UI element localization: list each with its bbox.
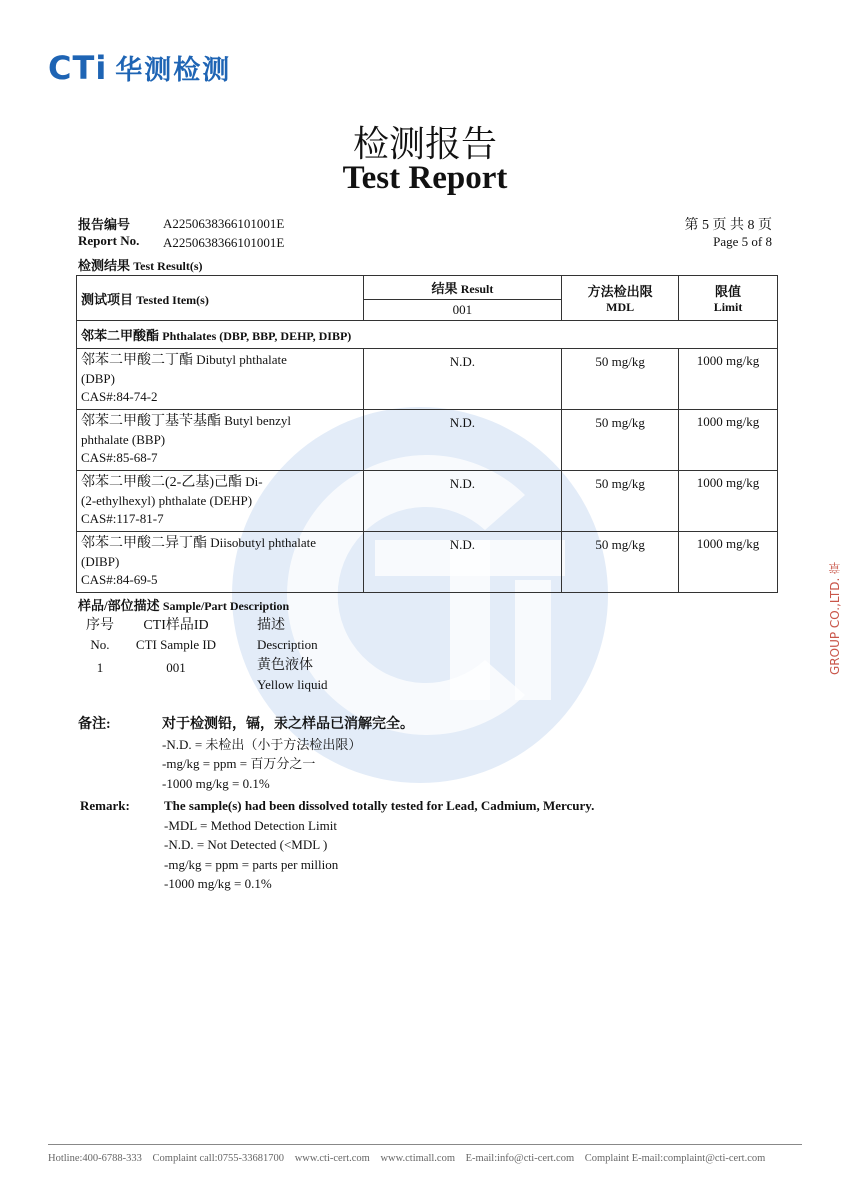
col-header-item-en: Tested Item(s)	[136, 292, 209, 307]
tested-item-cas: CAS#:84-74-2	[81, 389, 158, 404]
tested-item-en: Di-	[245, 474, 263, 489]
tested-item-cas: CAS#:84-69-5	[81, 572, 158, 587]
company-stamp-fragment: GROUP CO.,LTD. 章	[828, 561, 842, 675]
result-cell: N.D.	[363, 471, 562, 532]
page-title-en: Test Report	[342, 160, 508, 196]
table-group-row	[77, 321, 778, 349]
remark-label-cn: 备注:	[78, 717, 111, 732]
sample-heading	[78, 595, 289, 614]
report-no-value-1: A2250638366101001E	[163, 216, 285, 231]
col-header-result-cn: 结果	[431, 281, 458, 296]
col-header-item-cn: 测试项目	[81, 291, 134, 307]
footer-complaint-email-link[interactable]: Complaint E-mail:complaint@cti-cert.com	[584, 1153, 766, 1164]
report-no-value-2: A2250638366101001E	[163, 235, 285, 250]
remark-label-en: Remark:	[80, 798, 130, 813]
tested-item-cell	[77, 410, 364, 471]
footer-divider	[48, 1144, 802, 1145]
tested-item-cell	[77, 349, 364, 410]
remark-en-line: -N.D. = Not Detected (<MDL )	[164, 837, 328, 852]
results-table	[76, 275, 778, 593]
tested-item-cas: CAS#:85-68-7	[81, 450, 158, 465]
tested-item-cell	[77, 532, 364, 593]
test-result-heading-en: Test Result(s)	[133, 259, 203, 273]
sample-col-no-en: No.	[90, 637, 110, 652]
tested-item-en-cont: (2-ethylhexyl) phthalate (DEHP)	[81, 493, 253, 508]
sample-row-desc-en: Yellow liquid	[257, 677, 328, 692]
sample-col-id	[130, 616, 222, 677]
footer-website-link[interactable]: www.ctimall.com	[380, 1153, 455, 1164]
sample-col-no	[86, 616, 114, 677]
footer-email-link[interactable]: E-mail:info@cti-cert.com	[465, 1153, 575, 1164]
tested-item-cn: 邻苯二甲酸二(2-乙基)己酯	[81, 475, 242, 490]
test-result-heading	[78, 255, 203, 274]
limit-cell: 1000 mg/kg	[679, 410, 778, 471]
sample-col-no-cn: 序号	[86, 618, 114, 633]
mdl-cell: 50 mg/kg	[562, 410, 679, 471]
col-header-mdl-cn: 方法检出限	[587, 284, 653, 299]
footer-complaint-call: Complaint call:0755-33681700	[152, 1153, 285, 1164]
tested-item-en-cont: (DBP)	[81, 371, 115, 386]
remark-en-line: The sample(s) had been dissolved totally tested for Lead, Cadmium, Mercury.	[164, 798, 595, 813]
tested-item-en: Butyl benzyl	[224, 413, 292, 428]
limit-cell: 1000 mg/kg	[679, 471, 778, 532]
col-header-limit	[679, 276, 778, 321]
col-header-mdl	[562, 276, 679, 321]
limit-cell: 1000 mg/kg	[679, 349, 778, 410]
table-row	[77, 532, 778, 593]
tested-item-cell	[77, 471, 364, 532]
sample-heading-cn: 样品/部位描述	[78, 598, 160, 613]
footer-hotline: Hotline:400-6788-333	[48, 1153, 142, 1164]
sample-col-id-en: CTI Sample ID	[135, 637, 217, 652]
group-heading-en: Phthalates (DBP, BBP, DEHP, DIBP)	[162, 329, 352, 343]
result-cell: N.D.	[363, 410, 562, 471]
sample-col-desc	[257, 616, 328, 694]
report-no-label-cn: 报告编号	[78, 217, 131, 232]
remark-en-line: -mg/kg = ppm = parts per million	[164, 856, 339, 872]
table-header-row	[77, 276, 778, 300]
remark-cn-line: -N.D. = 未检出（小于方法检出限）	[162, 736, 362, 752]
tested-item-cn: 邻苯二甲酸二异丁酯	[81, 536, 207, 551]
footer-contacts	[48, 1153, 808, 1164]
remark-en-line: -1000 mg/kg = 0.1%	[164, 876, 272, 891]
remark-cn-line: -mg/kg = ppm = 百万分之一	[162, 756, 316, 771]
tested-item-cn: 邻苯二甲酸丁基苄基酯	[81, 414, 221, 429]
col-header-result-en: Result	[460, 282, 494, 296]
footer-website-link[interactable]: www.cti-cert.com	[294, 1153, 370, 1164]
sample-row-no: 1	[96, 660, 104, 675]
sample-heading-en: Sample/Part Description	[162, 599, 290, 613]
report-no-label-en: Report No.	[78, 233, 140, 248]
sample-row-desc-cn: 黄色液体	[257, 658, 313, 673]
tested-item-cn: 邻苯二甲酸二丁酯	[81, 353, 193, 368]
table-row	[77, 410, 778, 471]
tested-item-en: Diisobutyl phthalate	[210, 535, 317, 550]
mdl-cell: 50 mg/kg	[562, 349, 679, 410]
group-heading	[77, 321, 778, 349]
col-header-limit-en: Limit	[713, 300, 743, 314]
table-row	[77, 471, 778, 532]
table-row	[77, 349, 778, 410]
remark-cn-line: 对于检测铅，镉，汞之样品已消解完全。	[162, 717, 414, 732]
sample-col-desc-en: Description	[257, 637, 318, 652]
page-number-en: Page 5 of 8	[713, 234, 772, 249]
remark-cn-line: -1000 mg/kg = 0.1%	[162, 775, 270, 791]
remark-en-line: -MDL = Method Detection Limit	[164, 817, 337, 833]
remark-cn-block	[162, 715, 414, 793]
tested-item-en-cont: (DIBP)	[81, 554, 120, 569]
logo-cti-text: CTi	[48, 48, 108, 87]
group-heading-cn: 邻苯二甲酸酯	[81, 328, 160, 343]
tested-item-en: Dibutyl phthalate	[196, 352, 287, 367]
limit-cell: 1000 mg/kg	[679, 532, 778, 593]
result-cell: N.D.	[363, 532, 562, 593]
col-header-limit-cn: 限值	[715, 284, 742, 299]
tested-item-en-cont: phthalate (BBP)	[81, 432, 166, 447]
logo-cn-text: 华测检测	[115, 55, 232, 86]
col-header-result-id: 001	[363, 300, 562, 321]
remark-en-block	[164, 796, 594, 894]
sample-col-id-cn: CTI样品ID	[143, 618, 209, 633]
test-result-heading-cn: 检测结果	[78, 258, 131, 273]
sample-row-id: 001	[166, 660, 186, 675]
mdl-cell: 50 mg/kg	[562, 532, 679, 593]
tested-item-cas: CAS#:117-81-7	[81, 511, 164, 526]
page-title-cn: 检测报告	[352, 124, 497, 165]
company-logo	[48, 48, 231, 87]
result-cell: N.D.	[363, 349, 562, 410]
mdl-cell: 50 mg/kg	[562, 471, 679, 532]
sample-col-desc-cn: 描述	[257, 618, 285, 633]
col-header-result	[363, 276, 562, 300]
col-header-mdl-en: MDL	[606, 300, 635, 314]
col-header-item	[77, 276, 364, 321]
page-number-cn: 第 5 页 共 8 页	[684, 218, 772, 233]
